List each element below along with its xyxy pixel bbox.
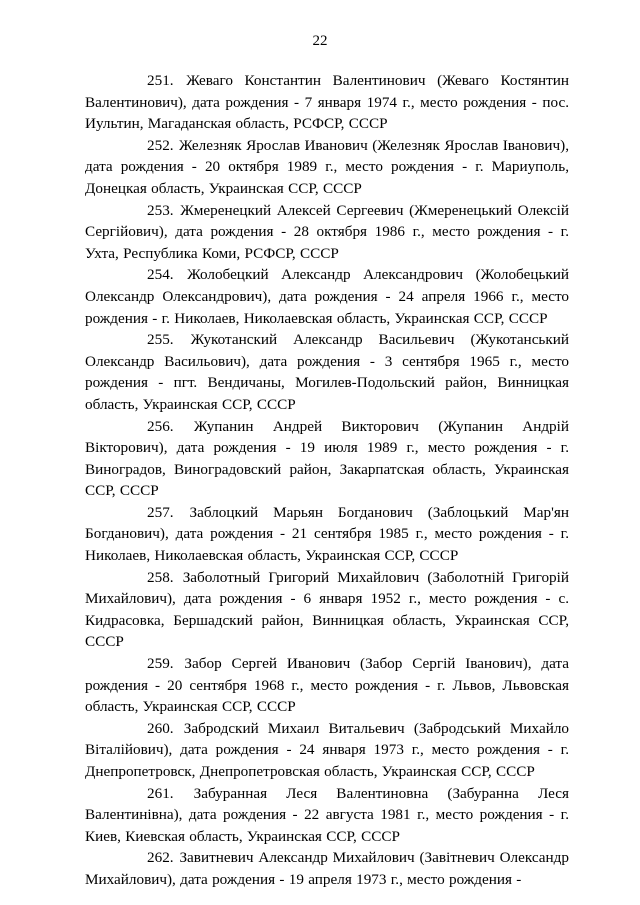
entry-number: 259. <box>147 655 174 673</box>
entry-text: Жолобецкий Александр Александрович (Жолобецький Олександр Олександрович), дата рождения - 24 апреля 1966 г., место рождения - г. Николаев, Николаевская область, Украинская ССР, СССР <box>85 266 570 327</box>
list-item <box>85 70 569 135</box>
list-item <box>85 329 569 415</box>
list-item <box>85 718 569 783</box>
entry-number: 252. <box>147 136 174 154</box>
entry-text: Забуранная Леся Валентиновна (Забуранна Леся Валентинівна), дата рождения - 22 августа 1981 г., место рождения - г. Киев, Киевская область, Украинская ССР, СССР <box>85 784 569 845</box>
entry-number: 261. <box>147 784 174 802</box>
entry-number: 255. <box>147 331 174 349</box>
entry-text: Жукотанский Александр Васильевич (Жукотанський Олександр Васильович), дата рождения - 3 сентября 1965 г., место рождения - пгт. Вендичаны, Могилев-Подольский район, Винницкая область, Украинская ССР, СССР <box>85 331 569 413</box>
list-item <box>85 264 569 329</box>
entry-text: Заблоцкий Марьян Богданович (Заблоцький Мар'ян Богданович), дата рождения - 21 сентября 1985 г., место рождения - г. Николаев, Николаевская область, Украинская ССР, СССР <box>85 503 569 565</box>
entry-text: Жеваго Константин Валентинович (Жеваго Костянтин Валентинович), дата рождения - 7 января 1974 г., место рождения - пос. Иультин, Магаданская область, РСФСР, СССР <box>85 72 569 133</box>
list-item <box>85 200 569 265</box>
entry-text: Жупанин Андрей Викторович (Жупанин Андрій Вікторович), дата рождения - 19 июля 1989 г., место рождения - г. Виноградов, Виноградовский район, Закарпатская область, Украинская ССР, СССР <box>85 417 570 500</box>
list-item <box>85 783 569 848</box>
list-item <box>85 653 569 718</box>
entry-number: 260. <box>147 719 174 737</box>
list-item <box>85 135 569 200</box>
entry-number: 251. <box>147 72 174 89</box>
entry-number: 257. <box>147 503 174 521</box>
entry-number: 256. <box>147 417 174 435</box>
entry-text: Заболотный Григорий Михайлович (Заболотній Григорій Михайлович), дата рождения - 6 января 1952 г., место рождения - с. Кидрасовка, Бершадский район, Винницкая область, Украинская ССР, СССР <box>85 568 569 651</box>
page-number: 22 <box>312 33 328 49</box>
list-item <box>85 502 569 567</box>
list-item <box>85 847 569 890</box>
entry-text: Железняк Ярослав Иванович (Железняк Ярослав Іванович), дата рождения - 20 октября 1989 г., место рождения - г. Мариуполь, Донецкая область, Украинская ССР, СССР <box>85 136 570 197</box>
list-item <box>85 567 569 653</box>
entry-text: Забродский Михаил Витальевич (Забродський Михайло Віталійович), дата рождения - 24 января 1973 г., место рождения - г. Днепропетровск, Днепропетровская область, Украинская ССР, СССР <box>85 719 569 780</box>
entry-number: 258. <box>147 568 174 586</box>
entry-text: Забор Сергей Иванович (Забор Сергій Іванович), дата рождения - 20 сентября 1968 г., место рождения - г. Львов, Львовская область, Украинская ССР, СССР <box>85 655 569 716</box>
entry-text: Завитневич Александр Михайлович (Завітневич Олександр Михайлович), дата рождения - 19 апреля 1973 г., место рождения - <box>85 849 569 888</box>
entry-text: Жмеренецкий Алексей Сергеевич (Жмеренецький Олексій Сергійович), дата рождения - 28 октября 1986 г., место рождения - г. Ухта, Республика Коми, РСФСР, СССР <box>85 201 570 262</box>
entry-number: 253. <box>147 201 174 219</box>
entry-list <box>85 70 569 891</box>
list-item <box>85 416 569 502</box>
entry-number: 262. <box>147 849 174 867</box>
entry-number: 254. <box>147 266 174 284</box>
